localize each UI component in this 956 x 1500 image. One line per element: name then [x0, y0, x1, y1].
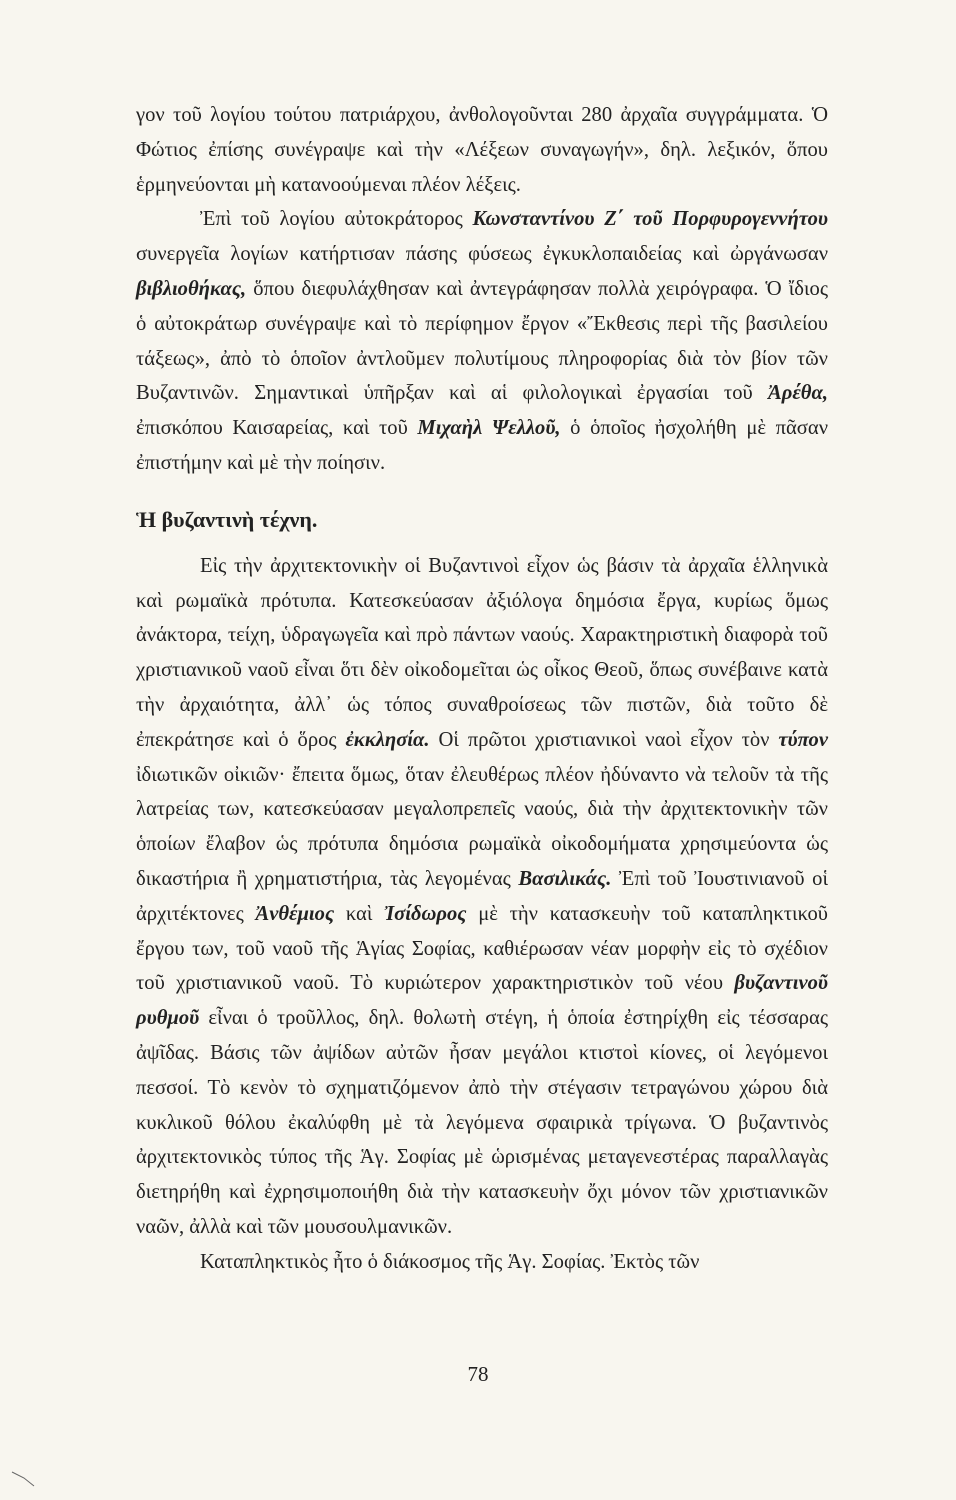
text-run: Οἱ πρῶτοι χριστιανικοὶ ναοὶ εἶχον τὸν	[429, 728, 779, 751]
paragraph-architecture	[136, 549, 828, 1245]
text-run: Καταπληκτικὸς ἦτο ὁ διάκοσμος τῆς Ἁγ. Σοφίας. Ἐκτὸς τῶν	[200, 1250, 700, 1273]
text-run: ὅπου διεφυλάχθησαν καὶ ἀντεγράφησαν πολλὰ χειρόγραφα. Ὁ ἴδιος ὁ αὐτοκράτωρ συνέγραψε καὶ τὸ περίφημον ἔργον «Ἔκθεσις περὶ τῆς βασιλείου τάξεως», ἀπὸ τὸ ὁποῖον ἀντλοῦμεν πολυτίμους πληροφορίας διὰ τὸν βίον τῶν Βυζαντινῶν. Σημαντικαὶ ὑπῆρξαν καὶ αἱ φιλολογικαὶ ἐργασίαι τοῦ	[136, 277, 828, 405]
paragraph-photios	[136, 98, 828, 202]
text-run: Εἰς τὴν ἀρχιτεκτονικὴν οἱ Βυζαντινοὶ εἶχον ὡς βάσιν τὰ ἀρχαῖα ἑλληνικὰ καὶ ρωμαϊκὰ πρότυπα. Κατεσκεύασαν ἀξιόλογα δημόσια ἔργα, κυρίως ὅμως ἀνάκτορα, τείχη, ὑδραγωγεῖα καὶ πρὸ πάντων ναούς. Χαρακτηριστικὴ διαφορὰ τοῦ χριστιανικοῦ ναοῦ εἶναι ὅτι δὲν οἰκοδομεῖται ὡς οἶκος Θεοῦ, ὅπως συνέβαινε κατὰ τὴν ἀρχαιότητα, ἀλλ᾿ ὡς τόπος συναθροίσεως τῶν πιστῶν, διὰ τοῦτο δὲ ἐπεκράτησε καὶ ὁ ὅρος	[136, 554, 828, 751]
scan-mark-icon	[10, 1468, 40, 1488]
section-heading: Ἡ βυζαντινὴ τέχνη.	[136, 506, 318, 532]
emphasis-term: Ἰσίδωρος	[384, 902, 467, 925]
emphasis-term: Ἀνθέμιος	[255, 902, 335, 925]
emphasis-term: Βασιλικάς.	[518, 867, 612, 890]
paragraph-decoration	[136, 1245, 828, 1280]
emphasis-term: Ἀρέθα,	[767, 382, 828, 405]
text-run: συνεργεῖα λογίων κατήρτισαν πάσης φύσεως ἐγκυκλοπαιδείας καὶ ὠργάνωσαν	[136, 243, 828, 266]
emphasis-term: ἐκκλησία.	[345, 728, 430, 751]
emphasis-term: βυζαντινοῦ ρυθμοῦ	[136, 972, 828, 1030]
text-run: Ἐπὶ τοῦ λογίου αὐτοκράτορος	[200, 208, 473, 231]
text-run: ἐπισκόπου Καισαρείας, καὶ τοῦ	[136, 417, 418, 440]
text-run: Ἐπὶ τοῦ Ἰουστινιανοῦ οἱ ἀρχιτέκτονες	[136, 867, 828, 925]
emphasis-term: τύπον	[778, 728, 828, 751]
page-number: 78	[467, 1362, 489, 1386]
text-run: καὶ	[334, 902, 385, 925]
emphasis-term: Μιχαὴλ Ψελλοῦ,	[417, 417, 561, 440]
page-text	[136, 98, 828, 1280]
text-run: ὁ ὁποῖος ἠσχολήθη μὲ πᾶσαν ἐπιστήμην καὶ μὲ τὴν ποίησιν.	[136, 417, 829, 474]
text-run: μὲ τὴν κατασκευὴν τοῦ καταπληκτικοῦ ἔργου των, τοῦ ναοῦ τῆς Ἁγίας Σοφίας, καθιέρωσαν νέαν μορφὴν εἰς τὸ σχέδιον τοῦ χριστιανικοῦ ναοῦ. Τὸ κυριώτερον χαρακτηριστικὸν τοῦ νέου	[136, 902, 828, 995]
text-run: γον τοῦ λογίου τούτου πατριάρχου, ἀνθολογοῦνται 280 ἀρχαῖα συγγράμματα. Ὁ Φώτιος ἐπίσης συνέγραψε καὶ τὴν «Λέξεων συναγωγήν», δηλ. λεξικόν, ὅπου ἑρμηνεύονται μὴ κατανοούμεναι πλέον λέξεις.	[136, 104, 828, 196]
paragraph-porphyrogennetos	[136, 202, 828, 480]
emphasis-term: βιβλιοθήκας,	[136, 277, 247, 300]
text-run: ἰδιωτικῶν οἰκιῶν· ἔπειτα ὅμως, ὅταν ἐλευθέρως πλέον ἠδύναντο νὰ τελοῦν τὰ τῆς λατρείας των, κατεσκεύασαν μεγαλοπρεπεῖς ναούς, διὰ τὴν ἀρχιτεκτονικὴν τῶν ὁποίων ἔλαβον ὡς πρότυπα δημόσια ρωμαϊκὰ οἰκοδομήματα χρησιμεύοντα ὡς δικαστήρια ἢ χρηματιστήρια, τὰς λεγομένας	[136, 763, 828, 890]
emphasis-term: Κωνσταντίνου Ζ΄ τοῦ Πορφυρογεννήτου	[472, 208, 828, 231]
text-run: εἶναι ὁ τροῦλλος, δηλ. θολωτὴ στέγη, ἡ ὁποία ἐστηρίχθη εἰς τέσσαρας ἀψῖδας. Βάσις τῶν ἀψίδων αὐτῶν ἦσαν μεγάλοι κτιστοὶ κίονες, οἱ λεγόμενοι πεσσοί. Τὸ κενὸν τὸ σχηματιζόμενον ἀπὸ τὴν στέγασιν τετραγώνου χώρου διὰ κυκλικοῦ θόλου ἐκαλύφθη μὲ τὰ λεγόμενα σφαιρικὰ τρίγωνα. Ὁ βυζαντινὸς ἀρχιτεκτονικὸς τύπος τῆς Ἁγ. Σοφίας μὲ ὡρισμένας μεταγενεστέρας παραλλαγὰς διετηρήθη καὶ ἐχρησιμοποιήθη διὰ τὴν κατασκευὴν ὄχι μόνον τῶν χριστιανικῶν ναῶν, ἀλλὰ καὶ τῶν μουσουλμανικῶν.	[136, 1007, 828, 1238]
